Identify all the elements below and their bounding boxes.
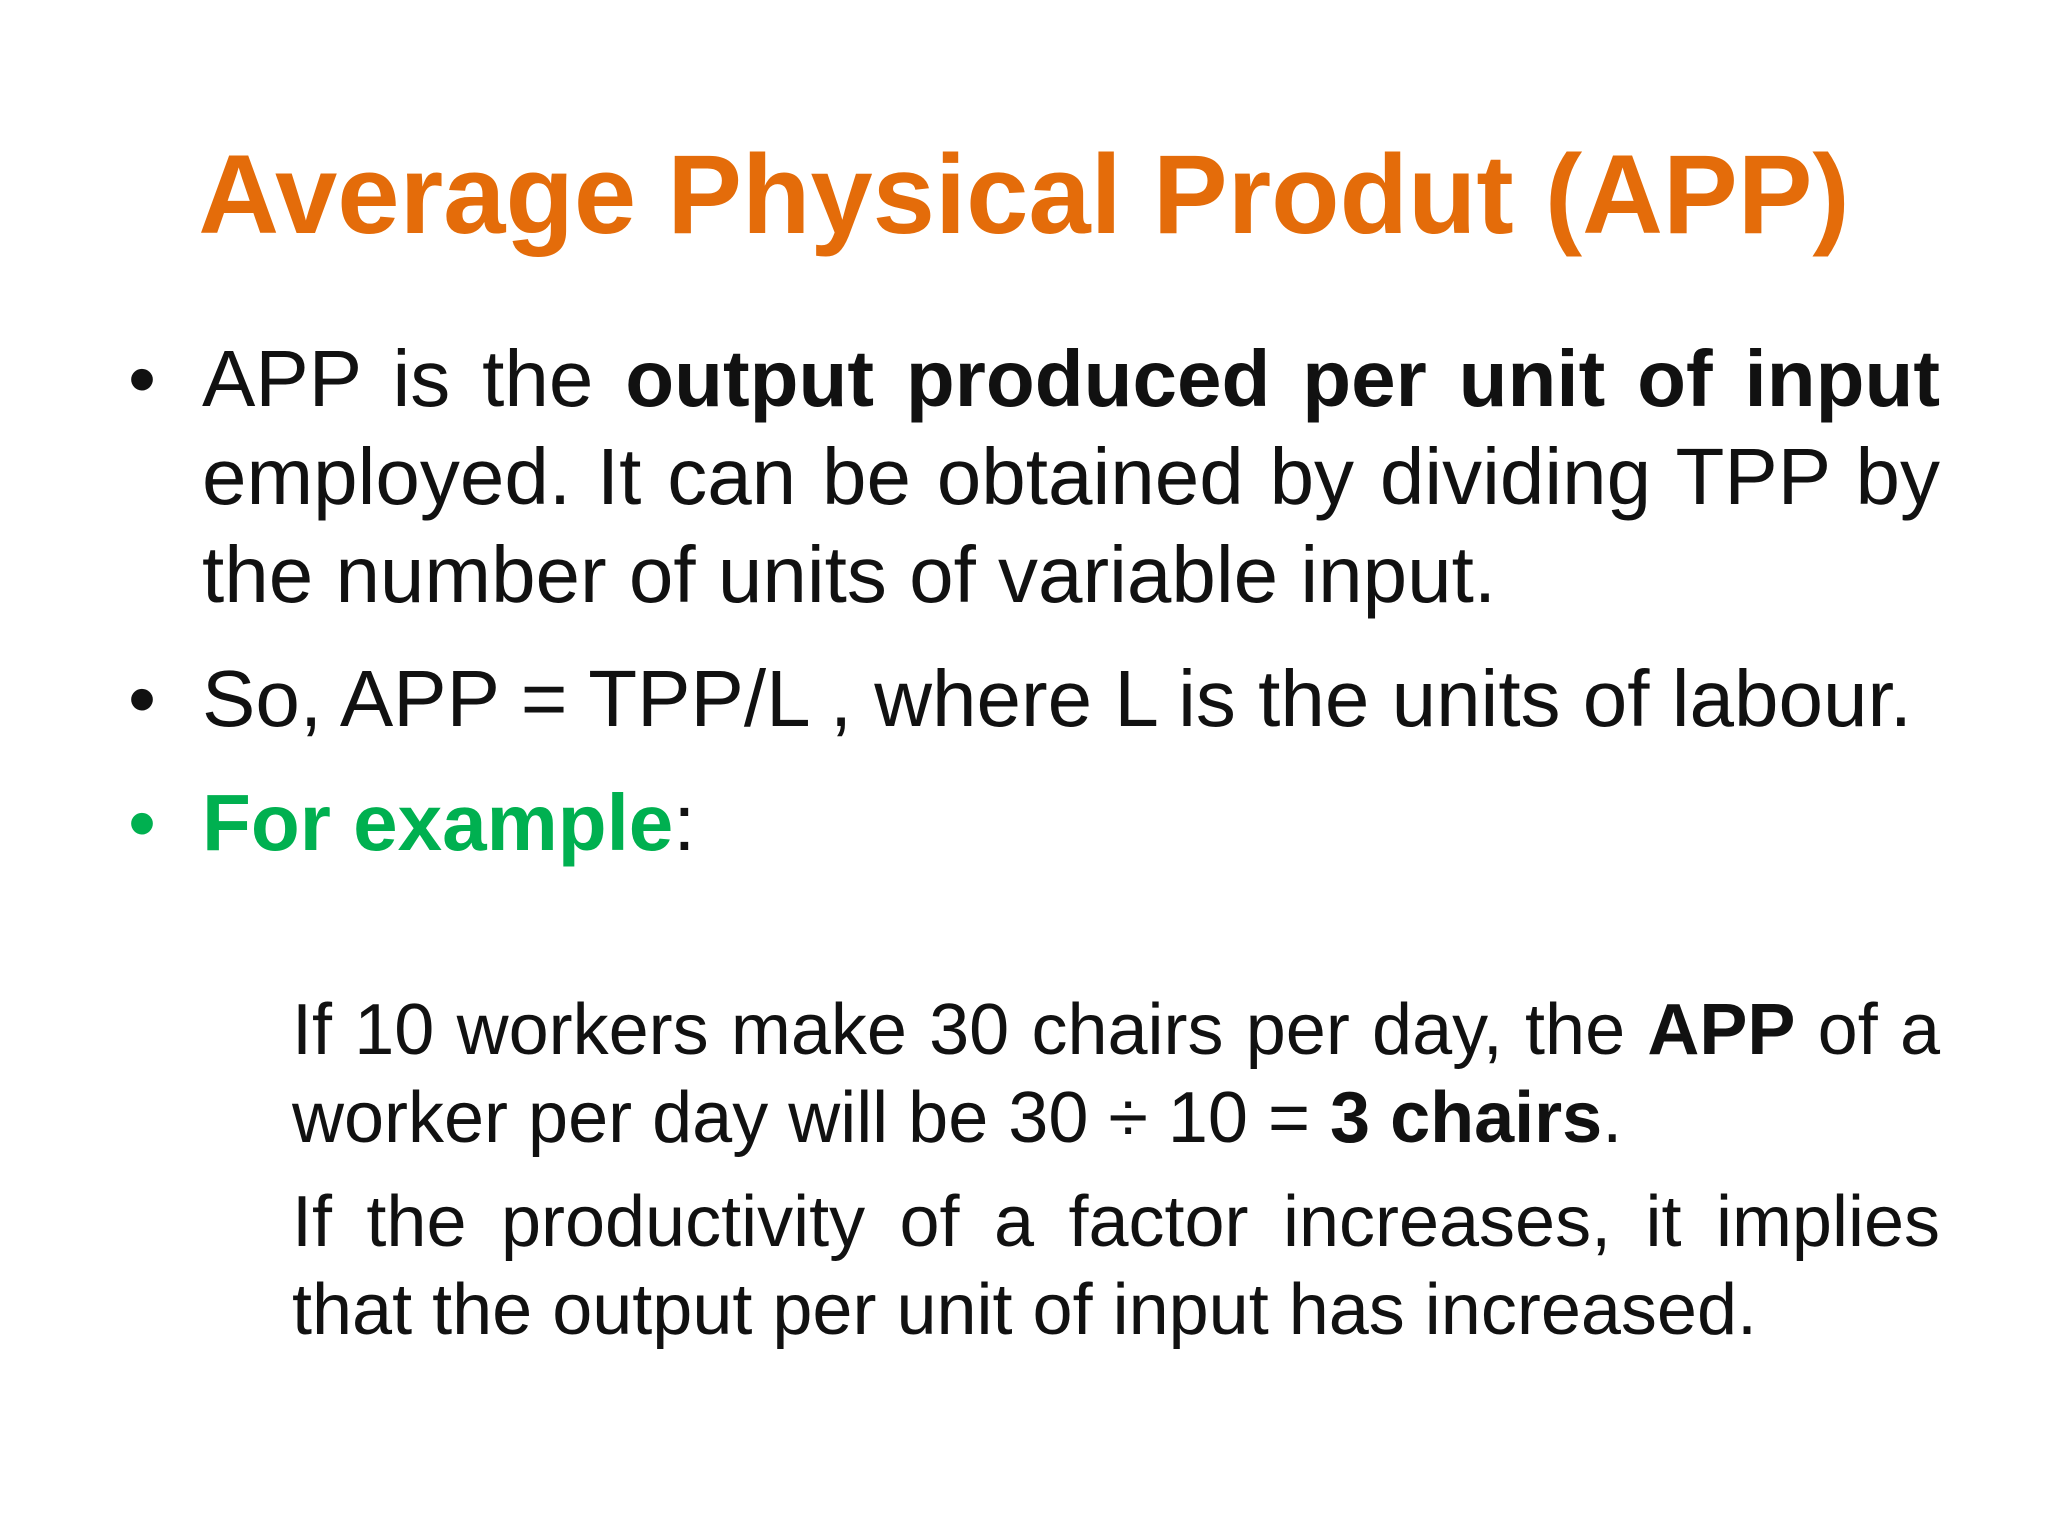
- definition-bold: output produced per unit of input: [625, 334, 1941, 423]
- example-text-part: .: [1602, 1078, 1623, 1158]
- bullet-formula: [124, 650, 1940, 748]
- example-paragraph-chairs: [292, 986, 1940, 1162]
- slide-title: Average Physical Produt (APP): [198, 132, 1850, 257]
- bullet-example: [124, 774, 1940, 872]
- example-result-bold: 3 chairs: [1330, 1078, 1603, 1158]
- definition-rest: employed. It can be obtained by dividing TPP by the number of units of variable input.: [202, 432, 1940, 619]
- example-app-bold: APP: [1647, 990, 1796, 1070]
- example-colon: :: [673, 778, 696, 867]
- formula-text: So, APP = TPP/L , where L is the units of labour.: [202, 654, 1912, 743]
- example-text-part: of a worker per day will be 30 ÷ 10 =: [292, 990, 1940, 1158]
- example-heading: For example: [202, 778, 674, 867]
- definition-lead: APP is the: [202, 334, 626, 423]
- bullet-dot: •: [128, 778, 157, 867]
- bullet-dot: •: [128, 334, 157, 423]
- example-text-part: If 10 workers make 30 chairs per day, the: [292, 990, 1648, 1070]
- bullet-definition: [124, 330, 1940, 624]
- bullet-dot: •: [128, 654, 157, 743]
- bullet-list: [124, 330, 1940, 898]
- example-paragraph-productivity: If the productivity of a factor increases, it implies that the output per unit of input has increased.: [292, 1182, 1940, 1350]
